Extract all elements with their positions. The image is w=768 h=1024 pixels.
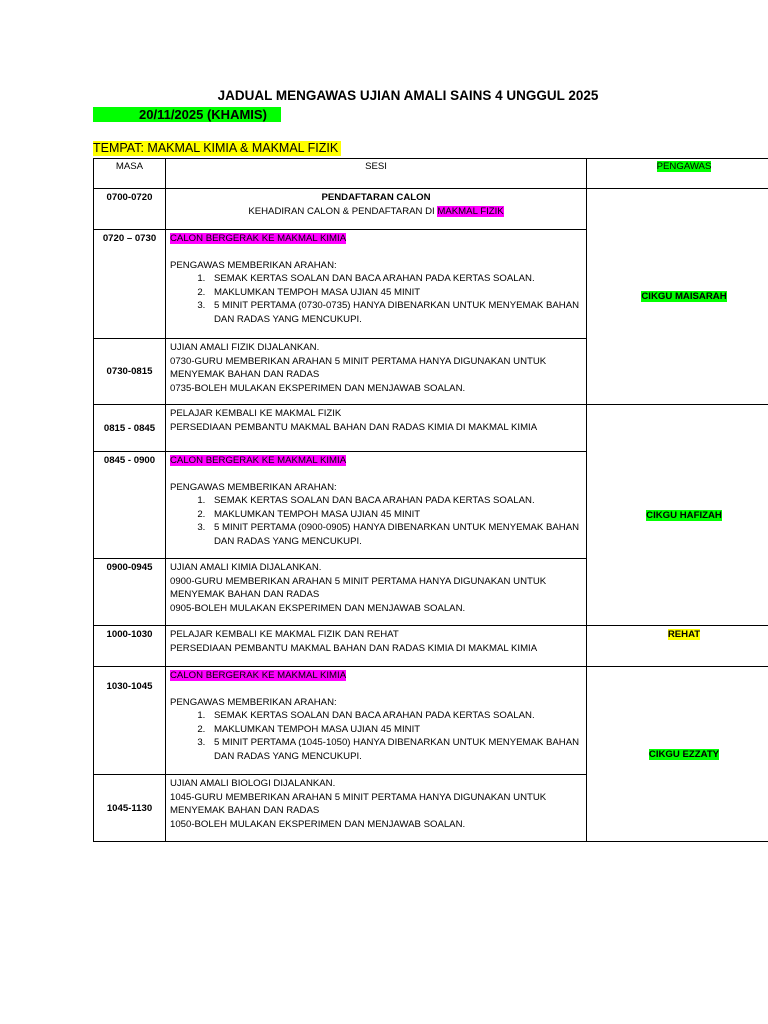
session-cell: PELAJAR KEMBALI KE MAKMAL FIZIK DAN REHAT PERSEDIAAN PEMBANTU MAKMAL BAHAN DAN RADAS KIMIA DI MAKMAL KIMIA (166, 626, 587, 667)
time-cell: 0720 – 0730 (94, 230, 166, 339)
session-cell: PENDAFTARAN CALON KEHADIRAN CALON & PENDAFTARAN DI MAKMAL FIZIK (166, 189, 587, 230)
table-row (94, 405, 768, 452)
document-title: JADUAL MENGAWAS UJIAN AMALI SAINS 4 UNGGUL 2025 (217, 88, 599, 103)
session-cell: UJIAN AMALI KIMIA DIJALANKAN. 0900-GURU MEMBERIKAN ARAHAN 5 MINIT PERTAMA HANYA DIGUNAKAN UNTUK MENYEMAK BAHAN DAN RADAS 0905-BOLEH MULAKAN EKSPERIMEN DAN MENJAWAB SOALAN. (166, 559, 587, 626)
instruction-list: 1. SEMAK KERTAS SOALAN DAN BACA ARAHAN PADA KERTAS SOALAN. 2. MAKLUMKAN TEMPOH MASA UJIAN 45 MINIT 3. 5 MINIT PERTAMA (0730-0735) HANYA DIBENARKAN UNTUK MENYEMAK BAHAN DAN RADAS YANG MENCUKUPI. (170, 272, 582, 326)
header-pengawas: PENGAWAS (587, 159, 768, 189)
invigilator-cell: CIKGU EZZATY (587, 667, 768, 842)
time-cell: 1000-1030 (94, 626, 166, 667)
session-cell: UJIAN AMALI BIOLOGI DIJALANKAN. 1045-GURU MEMBERIKAN ARAHAN 5 MINIT PERTAMA HANYA DIGUNAKAN UNTUK MENYEMAK BAHAN DAN RADAS 1050-BOLEH MULAKAN EKSPERIMEN DAN MENJAWAB SOALAN. (166, 775, 587, 842)
time-cell: 0815 - 0845 (94, 405, 166, 452)
table-row (94, 667, 768, 775)
time-cell: 0900-0945 (94, 559, 166, 626)
instruction-list: 1. SEMAK KERTAS SOALAN DAN BACA ARAHAN PADA KERTAS SOALAN. 2. MAKLUMKAN TEMPOH MASA UJIAN 45 MINIT 3. 5 MINIT PERTAMA (1045-1050) HANYA DIBENARKAN UNTUK MENYEMAK BAHAN DAN RADAS YANG MENCUKUPI. (170, 709, 582, 763)
time-cell: 1045-1130 (94, 775, 166, 842)
table-header-row (94, 159, 768, 189)
exam-location: TEMPAT: MAKMAL KIMIA & MAKMAL FIZIK (93, 141, 341, 156)
exam-date: 20/11/2025 (KHAMIS) (93, 107, 281, 122)
session-cell: CALON BERGERAK KE MAKMAL KIMIA PENGAWAS MEMBERIKAN ARAHAN: 1. SEMAK KERTAS SOALAN DAN BACA ARAHAN PADA KERTAS SOALAN. 2. MAKLUMKAN TEMPOH MASA UJIAN 45 MINIT 3. 5 MINIT PERTAMA (0730-0735) HANYA DIBENARKAN UNTUK MENYEMAK BAHAN DAN RADAS YANG MENCUKUPI. (166, 230, 587, 339)
table-row (94, 189, 768, 230)
header-sesi: SESI (166, 159, 587, 189)
header-masa: MASA (94, 159, 166, 189)
session-cell: UJIAN AMALI FIZIK DIJALANKAN. 0730-GURU MEMBERIKAN ARAHAN 5 MINIT PERTAMA HANYA DIGUNAKAN UNTUK MENYEMAK BAHAN DAN RADAS 0735-BOLEH MULAKAN EKSPERIMEN DAN MENJAWAB SOALAN. (166, 339, 587, 405)
table-row (94, 626, 768, 667)
break-cell: REHAT (587, 626, 768, 667)
time-cell: 0730-0815 (94, 339, 166, 405)
invigilator-cell: CIKGU MAISARAH (587, 189, 768, 405)
invigilator-cell: CIKGU HAFIZAH (587, 405, 768, 626)
time-cell: 1030-1045 (94, 667, 166, 775)
instruction-list: 1. SEMAK KERTAS SOALAN DAN BACA ARAHAN PADA KERTAS SOALAN. 2. MAKLUMKAN TEMPOH MASA UJIAN 45 MINIT 3. 5 MINIT PERTAMA (0900-0905) HANYA DIBENARKAN UNTUK MENYEMAK BAHAN DAN RADAS YANG MENCUKUPI. (170, 494, 582, 548)
session-cell: CALON BERGERAK KE MAKMAL KIMIA PENGAWAS MEMBERIKAN ARAHAN: 1. SEMAK KERTAS SOALAN DAN BACA ARAHAN PADA KERTAS SOALAN. 2. MAKLUMKAN TEMPOH MASA UJIAN 45 MINIT 3. 5 MINIT PERTAMA (0900-0905) HANYA DIBENARKAN UNTUK MENYEMAK BAHAN DAN RADAS YANG MENCUKUPI. (166, 452, 587, 559)
schedule-table (93, 158, 768, 842)
time-cell: 0845 - 0900 (94, 452, 166, 559)
session-cell: PELAJAR KEMBALI KE MAKMAL FIZIK PERSEDIAAN PEMBANTU MAKMAL BAHAN DAN RADAS KIMIA DI MAKMAL KIMIA (166, 405, 587, 452)
time-cell: 0700-0720 (94, 189, 166, 230)
session-cell: CALON BERGERAK KE MAKMAL KIMIA PENGAWAS MEMBERIKAN ARAHAN: 1. SEMAK KERTAS SOALAN DAN BACA ARAHAN PADA KERTAS SOALAN. 2. MAKLUMKAN TEMPOH MASA UJIAN 45 MINIT 3. 5 MINIT PERTAMA (1045-1050) HANYA DIBENARKAN UNTUK MENYEMAK BAHAN DAN RADAS YANG MENCUKUPI. (166, 667, 587, 775)
